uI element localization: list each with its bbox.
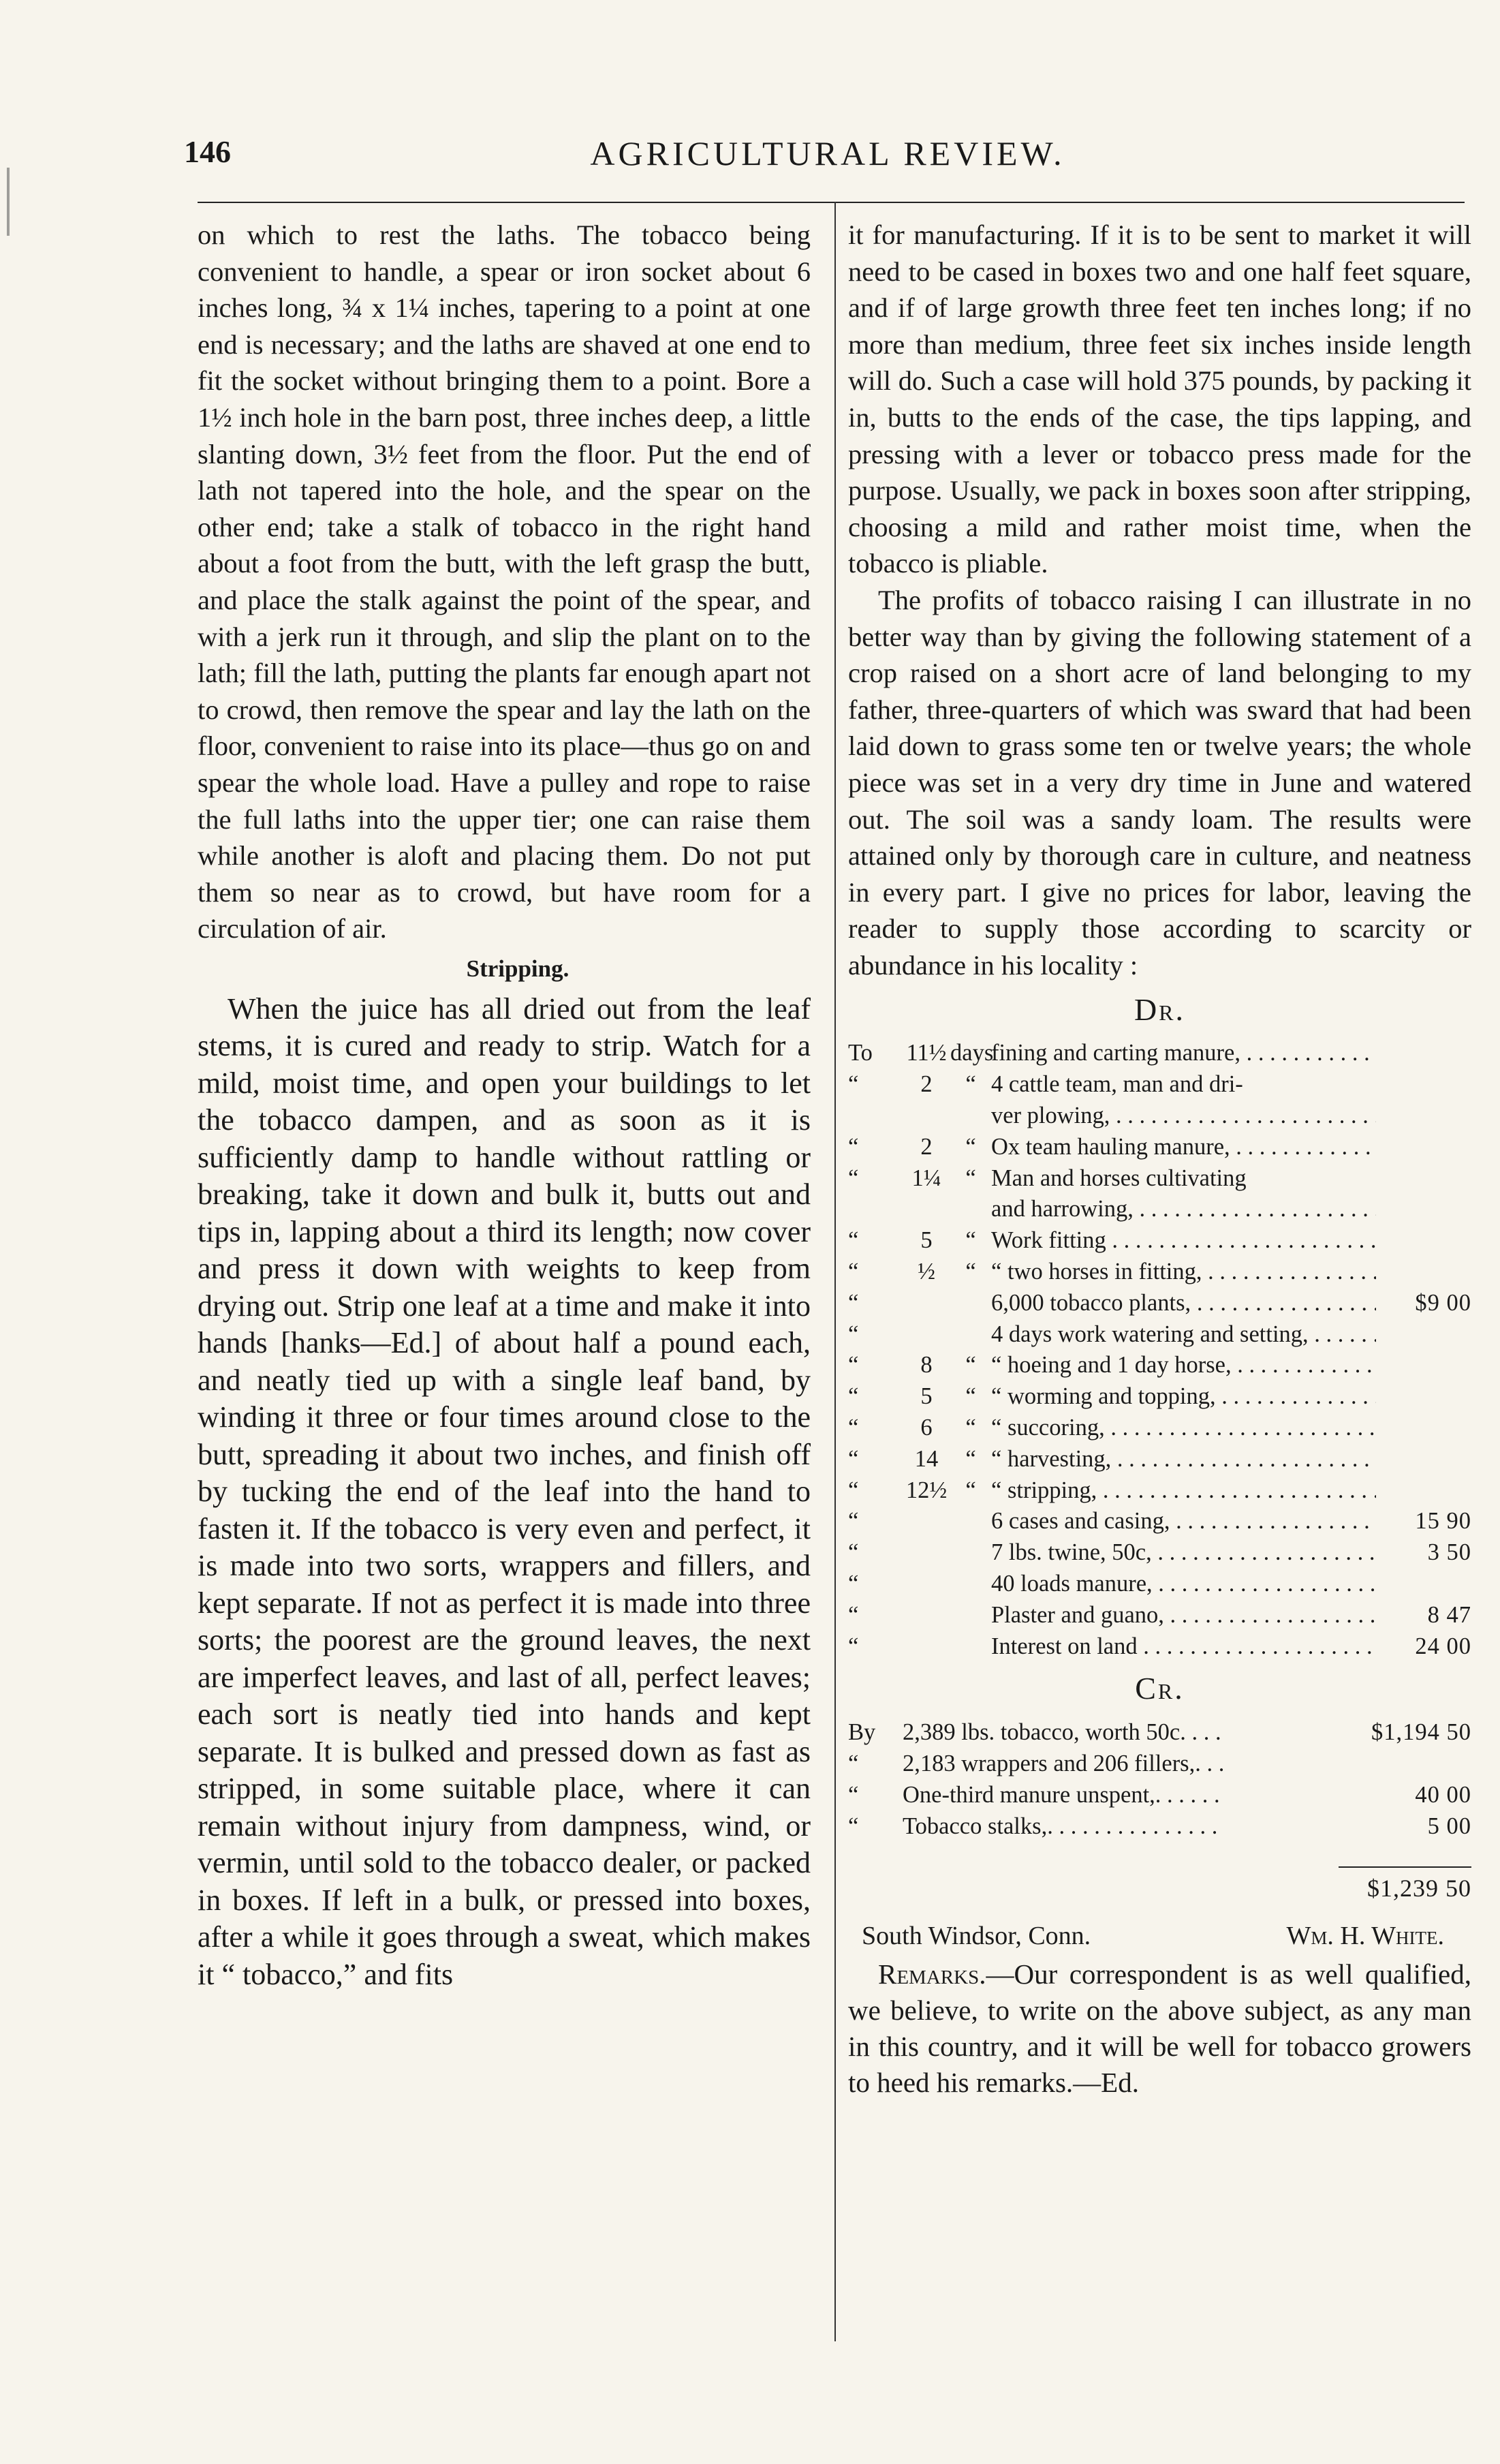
debit-amount: 15 90 [1415,1508,1471,1535]
credit-amount: $1,194 50 [1371,1719,1471,1746]
debit-row [848,1631,1471,1663]
credit-lead: “ [848,1813,859,1840]
debit-description: 4 days work watering and setting, . . . [991,1319,1376,1351]
debit-lead: To [848,1040,873,1066]
debit-quantity: 8 [920,1352,933,1379]
debit-unit: “ [965,1445,976,1472]
debit-description: 7 lbs. twine, 50c, . . . [991,1537,1376,1569]
debit-row [848,1506,1471,1537]
debit-description: 40 loads manure, . . . [991,1569,1376,1600]
debit-row [848,1569,1471,1600]
credit-description: 2,183 wrappers and 206 fillers,. . . [903,1751,1225,1777]
manufacturing-paragraph: it for manufacturing. If it is to be sent to market it will need to be cased in boxes two and one half feet square, and if of large growth three feet ten inches long; if no more than medium, three feet six inches inside length will do. Such a case will hold 375 pounds, by packing it in, butts to the ends of the case, the tips lapping, and pressing with a lever or tobacco press made for the purpose. Usually, we pack in boxes soon after stripping, choosing a mild and rather moist time, when the tobacco is pliable. [848,219,1471,579]
debit-row [848,1319,1471,1351]
debit-account [848,1038,1471,1662]
debit-row [848,1288,1471,1319]
debit-unit: days [950,1040,994,1066]
credit-account [848,1716,1471,1842]
debit-lead: “ [848,1259,859,1285]
debit-lead: “ [848,1321,859,1347]
credit-description: 2,389 lbs. tobacco, worth 50c. . . . [903,1719,1221,1746]
credit-lead: “ [848,1782,859,1808]
debit-row [848,1381,1471,1413]
debit-quantity: 6 [920,1415,933,1441]
debit-quantity: ½ [918,1259,935,1285]
debit-lead: “ [848,1508,859,1535]
debit-unit: “ [965,1383,976,1410]
editor-remarks [848,1956,1471,2101]
curing-paragraph: on which to rest the laths. The tobacco being convenient to handle, a spear or iron socket about 6 inches long, ¾ x 1¼ inches, tapering to a point at one end is necessary; and the laths are shaved at one end to fit the socket without bringing them to a point. Bore a 1½ inch hole in the barn post, three inches deep, a little slanting down, 3½ feet from the floor. Put the end of lath not tapered into the hole, and the spear on the other end; take a stalk of tobacco in the right hand about a foot from the butt, with the left grasp the butt, and place the stalk against the point of the spear, and with a jerk run it through, and slip the plant on to the lath; fill the lath, putting the plants far enough apart not to crowd, then remove the spear and lay the lath on the floor, convenient to raise into its place—thus go on and spear the whole load. Have a pulley and rope to raise the full laths into the upper tier; one can raise them while another is aloft and placing them. Do not put them so near as to crowd, but have room for a circulation of air. [198,219,811,944]
debit-description: Ox team hauling manure, . . . [991,1132,1376,1163]
credit-description: One-third manure unspent,. . . . . . [903,1782,1220,1808]
credit-row [848,1779,1471,1811]
signature-place: South Windsor, Conn. [862,1922,1091,1951]
debit-description: “ harvesting, . . . [991,1444,1376,1475]
debit-lead: “ [848,1633,859,1659]
debit-description: 4 cattle team, man and dri- [991,1071,1243,1098]
debit-amount: 24 00 [1415,1633,1471,1659]
debit-continuation-text: ver plowing, . . . [848,1100,1376,1132]
debit-lead: “ [848,1415,859,1441]
debit-unit: “ [965,1133,976,1160]
credit-lead: By [848,1719,876,1746]
debit-description: “ stripping, . . . [991,1475,1376,1507]
debit-lead: “ [848,1383,859,1410]
debit-row [848,1600,1471,1631]
credit-row [848,1748,1471,1779]
debit-row [848,1257,1471,1288]
credit-description: Tobacco stalks,. . . . . . . . . . . . . . . [903,1813,1218,1840]
debit-row [848,1350,1471,1381]
section-heading-stripping: Stripping. [466,955,569,982]
debit-row-continuation [848,1100,1471,1132]
debit-description: 6,000 tobacco plants, . . . [991,1288,1376,1319]
debit-quantity: 11½ [906,1040,947,1066]
debit-description: “ succoring, . . . [991,1413,1376,1444]
debit-quantity: 14 [914,1445,939,1472]
signature-line [848,1915,1471,1956]
debit-amount: $9 00 [1415,1289,1471,1316]
debit-row [848,1163,1471,1195]
debit-row [848,1225,1471,1257]
debit-lead: “ [848,1445,859,1472]
debit-row [848,1038,1471,1069]
debit-amount: 3 50 [1427,1539,1471,1566]
page-number: 146 [184,134,231,169]
remarks-label: Remarks. [878,1958,986,1990]
profits-paragraph: The profits of tobacco raising I can illustrate in no better way than by giving the following statement of a crop raised on a short acre of land belonging to my father, three-quarters of which was sward that had been laid down to grass some ten or twelve years; the whole piece was set in a very dry time in June and watered out. The soil was a sandy loam. The results were attained only by thorough care in culture, and neatness in every part. I give no prices for labor, leaving the reader to supply those according to scarcity or abundance in his locality : [848,584,1471,981]
debit-lead: “ [848,1571,859,1597]
running-title: AGRICULTURAL REVIEW. [590,134,1065,172]
debit-unit: “ [965,1415,976,1441]
debit-unit: “ [965,1227,976,1254]
debit-continuation-text: and harrowing, . . . [848,1194,1376,1225]
debit-lead: “ [848,1539,859,1566]
debit-description: “ two horses in fitting, . . . [991,1257,1376,1288]
left-column [198,217,811,1993]
debit-lead: “ [848,1289,859,1316]
page-header [184,134,1471,188]
account-total: $1,239 50 [1367,1875,1471,1903]
credit-row [848,1811,1471,1842]
debit-amount: 8 47 [1427,1601,1471,1628]
margin-mark [7,168,10,236]
credit-heading: Cr. [1135,1671,1185,1706]
debit-description: “ hoeing and 1 day horse, . . . [991,1350,1376,1381]
debit-description: fining and carting manure, . . . [991,1038,1376,1069]
debit-unit: “ [965,1259,976,1285]
debit-quantity: 1¼ [911,1165,941,1191]
debit-heading: Dr. [1134,992,1186,1028]
debit-unit: “ [965,1165,976,1191]
debit-lead: “ [848,1601,859,1628]
debit-description: 6 cases and casing, . . . [991,1506,1376,1537]
debit-quantity: 12½ [905,1477,948,1503]
debit-lead: “ [848,1071,859,1098]
header-rule [198,202,1465,203]
credit-amount: 5 00 [1427,1813,1471,1840]
debit-lead: “ [848,1352,859,1379]
credit-row [848,1716,1471,1748]
debit-lead: “ [848,1477,859,1503]
debit-row [848,1069,1471,1100]
remarks-text: —Our correspondent is as well qualified, we believe, to write on the above subject, as any man in this country, and it will be well for tobacco growers to heed his remarks.—Ed. [848,1958,1471,2099]
credit-lead: “ [848,1751,859,1777]
debit-quantity: 2 [920,1133,933,1160]
debit-row [848,1413,1471,1444]
debit-unit: “ [965,1477,976,1503]
debit-row-continuation [848,1194,1471,1225]
debit-unit: “ [965,1071,976,1098]
debit-description: Plaster and guano, . . . [991,1600,1376,1631]
credit-amount: 40 00 [1415,1782,1471,1808]
debit-description: Work fitting . . . [991,1225,1376,1257]
signature-name: Wm. H. White. [1286,1922,1444,1951]
right-column [848,217,1471,2101]
debit-unit: “ [965,1352,976,1379]
debit-description: Man and horses cultivating [991,1165,1247,1191]
debit-row [848,1132,1471,1163]
debit-lead: “ [848,1165,859,1191]
debit-row [848,1444,1471,1475]
debit-row [848,1475,1471,1507]
debit-quantity: 2 [920,1071,933,1098]
column-divider [834,202,836,2341]
debit-row [848,1537,1471,1569]
debit-quantity: 5 [920,1383,933,1410]
stripping-paragraph: When the juice has all dried out from the leaf stems, it is cured and ready to strip. Watch for a mild, moist time, and open your buildings to let the tobacco dampen, and as soon as it is sufficiently damp to handle without rattling or breaking, take it down and bulk it, butts out and tips in, lapping about a third its length; now cover and press it down with weights to keep from drying out. Strip one leaf at a time and make it into hands [hanks—Ed.] of about half a pound each, and neatly tied up with a single leaf band, by winding it three or four times around close to the butt, spreading it about two inches, and finish off by tucking the end of the leaf into the hand to fasten it. If the tobacco is very even and perfect, it is made into two sorts, wrappers and fillers, and kept separate. If not as perfect it is made into three sorts; the poorest are the ground leaves, the next are imperfect leaves, and last of all, perfect leaves; each sort is neatly tied into hands and kept separate. It is bulked and pressed down as fast as stripped, in some suitable place, where it can remain without injury from dampness, wind, or vermin, until sold to the tobacco dealer, or packed in boxes. If left in a bulk, or pressed into boxes, after a while it goes through a sweat, which makes it “ tobacco,” and fits [198,991,811,1991]
debit-description: “ worming and topping, . . . [991,1381,1376,1413]
debit-quantity: 5 [920,1227,933,1254]
debit-lead: “ [848,1133,859,1160]
debit-lead: “ [848,1227,859,1254]
debit-description: Interest on land . . . [991,1631,1376,1663]
